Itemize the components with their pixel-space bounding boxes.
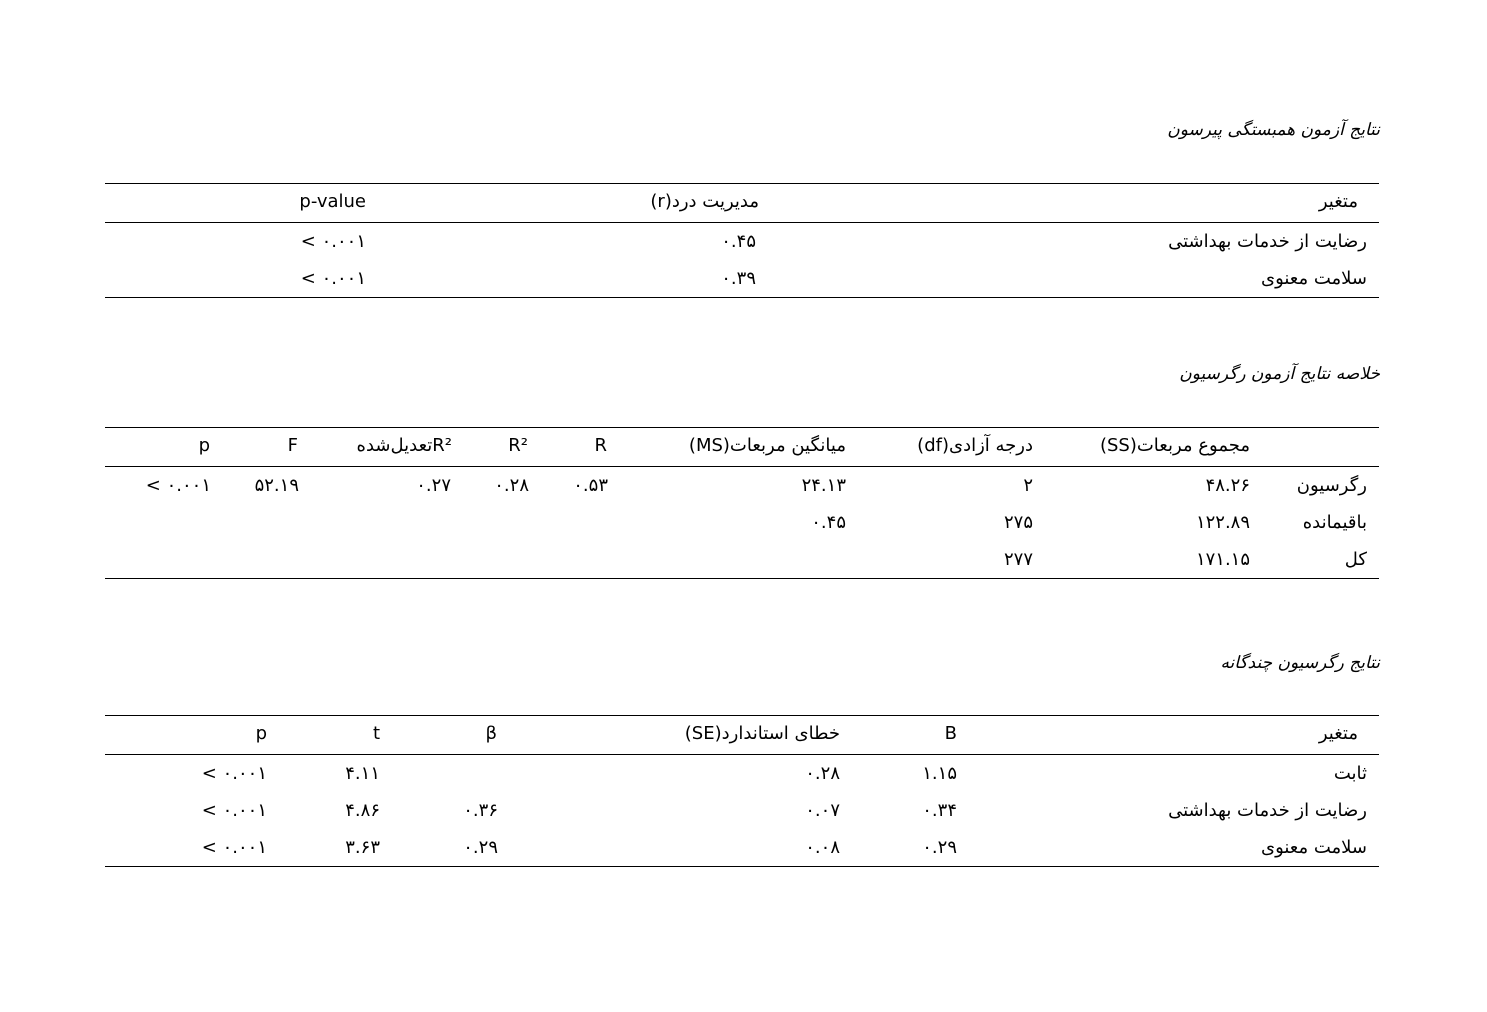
- cell-p: < ۰.۰۰۱: [201, 800, 267, 821]
- header-p-value: p-value: [299, 190, 366, 212]
- table-header-row: [105, 184, 1379, 223]
- cell-variable: رضایت از خدمات بهداشتی: [1168, 800, 1367, 821]
- table-row: [105, 504, 1379, 541]
- cell-p-value: < ۰.۰۰۱: [300, 268, 366, 289]
- cell-b: ۰.۲۹: [922, 837, 957, 858]
- header-adjusted-r-squared: R²تعدیل‌شده: [356, 434, 452, 456]
- table-row: [105, 829, 1379, 866]
- table-row: [105, 541, 1379, 578]
- cell-b: ۱.۱۵: [922, 763, 957, 784]
- table-row: [105, 260, 1379, 297]
- cell-b: ۰.۳۴: [922, 800, 957, 821]
- header-variable: متغیر: [1318, 722, 1358, 744]
- cell-ms: ۲۴.۱۳: [801, 475, 846, 496]
- cell-f: ۵۲.۱۹: [254, 475, 299, 496]
- header-pain-management-r: مدیریت درد(r): [650, 190, 759, 212]
- cell-ss: ۱۲۲.۸۹: [1195, 512, 1250, 533]
- table-row: [105, 223, 1379, 260]
- cell-t: ۴.۱۱: [345, 763, 380, 784]
- cell-ss: ۴۸.۲۶: [1205, 475, 1250, 496]
- header-ms: میانگین مربعات(MS): [688, 434, 846, 456]
- cell-variable: رضایت از خدمات بهداشتی: [1168, 231, 1367, 252]
- cell-r: ۰.۳۹: [721, 268, 756, 289]
- cell-se: ۰.۰۸: [805, 837, 840, 858]
- cell-variable: سلامت معنوی: [1260, 837, 1367, 858]
- table1-caption: نتایج آزمون همبستگی پیرسون: [1167, 120, 1380, 140]
- cell-se: ۰.۰۷: [805, 800, 840, 821]
- table-row: [105, 755, 1379, 792]
- header-r-squared: R²: [508, 434, 528, 456]
- cell-model: کل: [1344, 549, 1367, 570]
- header-p: p: [198, 434, 210, 456]
- cell-beta: ۰.۲۹: [463, 837, 498, 858]
- header-t: t: [372, 722, 380, 744]
- regression-summary-table: [105, 427, 1379, 579]
- header-b: B: [944, 722, 957, 744]
- cell-t: ۳.۶۳: [345, 837, 380, 858]
- header-se: خطای استاندارد(SE): [684, 722, 840, 744]
- cell-p: < ۰.۰۰۱: [201, 763, 267, 784]
- table-row: [105, 467, 1379, 504]
- cell-p: < ۰.۰۰۱: [145, 475, 211, 496]
- cell-model: باقیمانده: [1302, 512, 1367, 533]
- cell-t: ۴.۸۶: [345, 800, 380, 821]
- cell-ss: ۱۷۱.۱۵: [1195, 549, 1250, 570]
- header-p: p: [255, 722, 267, 744]
- table-row: [105, 792, 1379, 829]
- pearson-correlation-table: [105, 183, 1379, 298]
- header-r: R: [594, 434, 607, 456]
- cell-r: ۰.۵۳: [573, 475, 608, 496]
- cell-df: ۲: [1023, 475, 1033, 496]
- cell-p: < ۰.۰۰۱: [201, 837, 267, 858]
- header-df: درجه آزادی(df): [917, 434, 1033, 456]
- header-f: F: [287, 434, 298, 456]
- header-ss: مجموع مربعات(SS): [1099, 434, 1250, 456]
- cell-model: رگرسیون: [1296, 475, 1367, 496]
- table-header-row: [105, 428, 1379, 467]
- table-header-row: [105, 716, 1379, 755]
- cell-ms: ۰.۴۵: [811, 512, 846, 533]
- table2-caption: خلاصه نتایج آزمون رگرسیون: [1179, 364, 1380, 384]
- cell-beta: ۰.۳۶: [463, 800, 498, 821]
- cell-variable: سلامت معنوی: [1260, 268, 1367, 289]
- header-beta: β: [485, 722, 497, 744]
- cell-variable: ثابت: [1333, 763, 1367, 784]
- multiple-regression-table: [105, 715, 1379, 867]
- cell-r: ۰.۴۵: [721, 231, 756, 252]
- table3-caption: نتایج رگرسیون چندگانه: [1220, 653, 1380, 673]
- cell-df: ۲۷۷: [1003, 549, 1033, 570]
- cell-r-squared: ۰.۲۸: [494, 475, 529, 496]
- cell-se: ۰.۲۸: [805, 763, 840, 784]
- header-variable: متغیر: [1318, 190, 1358, 212]
- cell-df: ۲۷۵: [1003, 512, 1033, 533]
- cell-p-value: < ۰.۰۰۱: [300, 231, 366, 252]
- cell-adjusted-r-squared: ۰.۲۷: [416, 475, 451, 496]
